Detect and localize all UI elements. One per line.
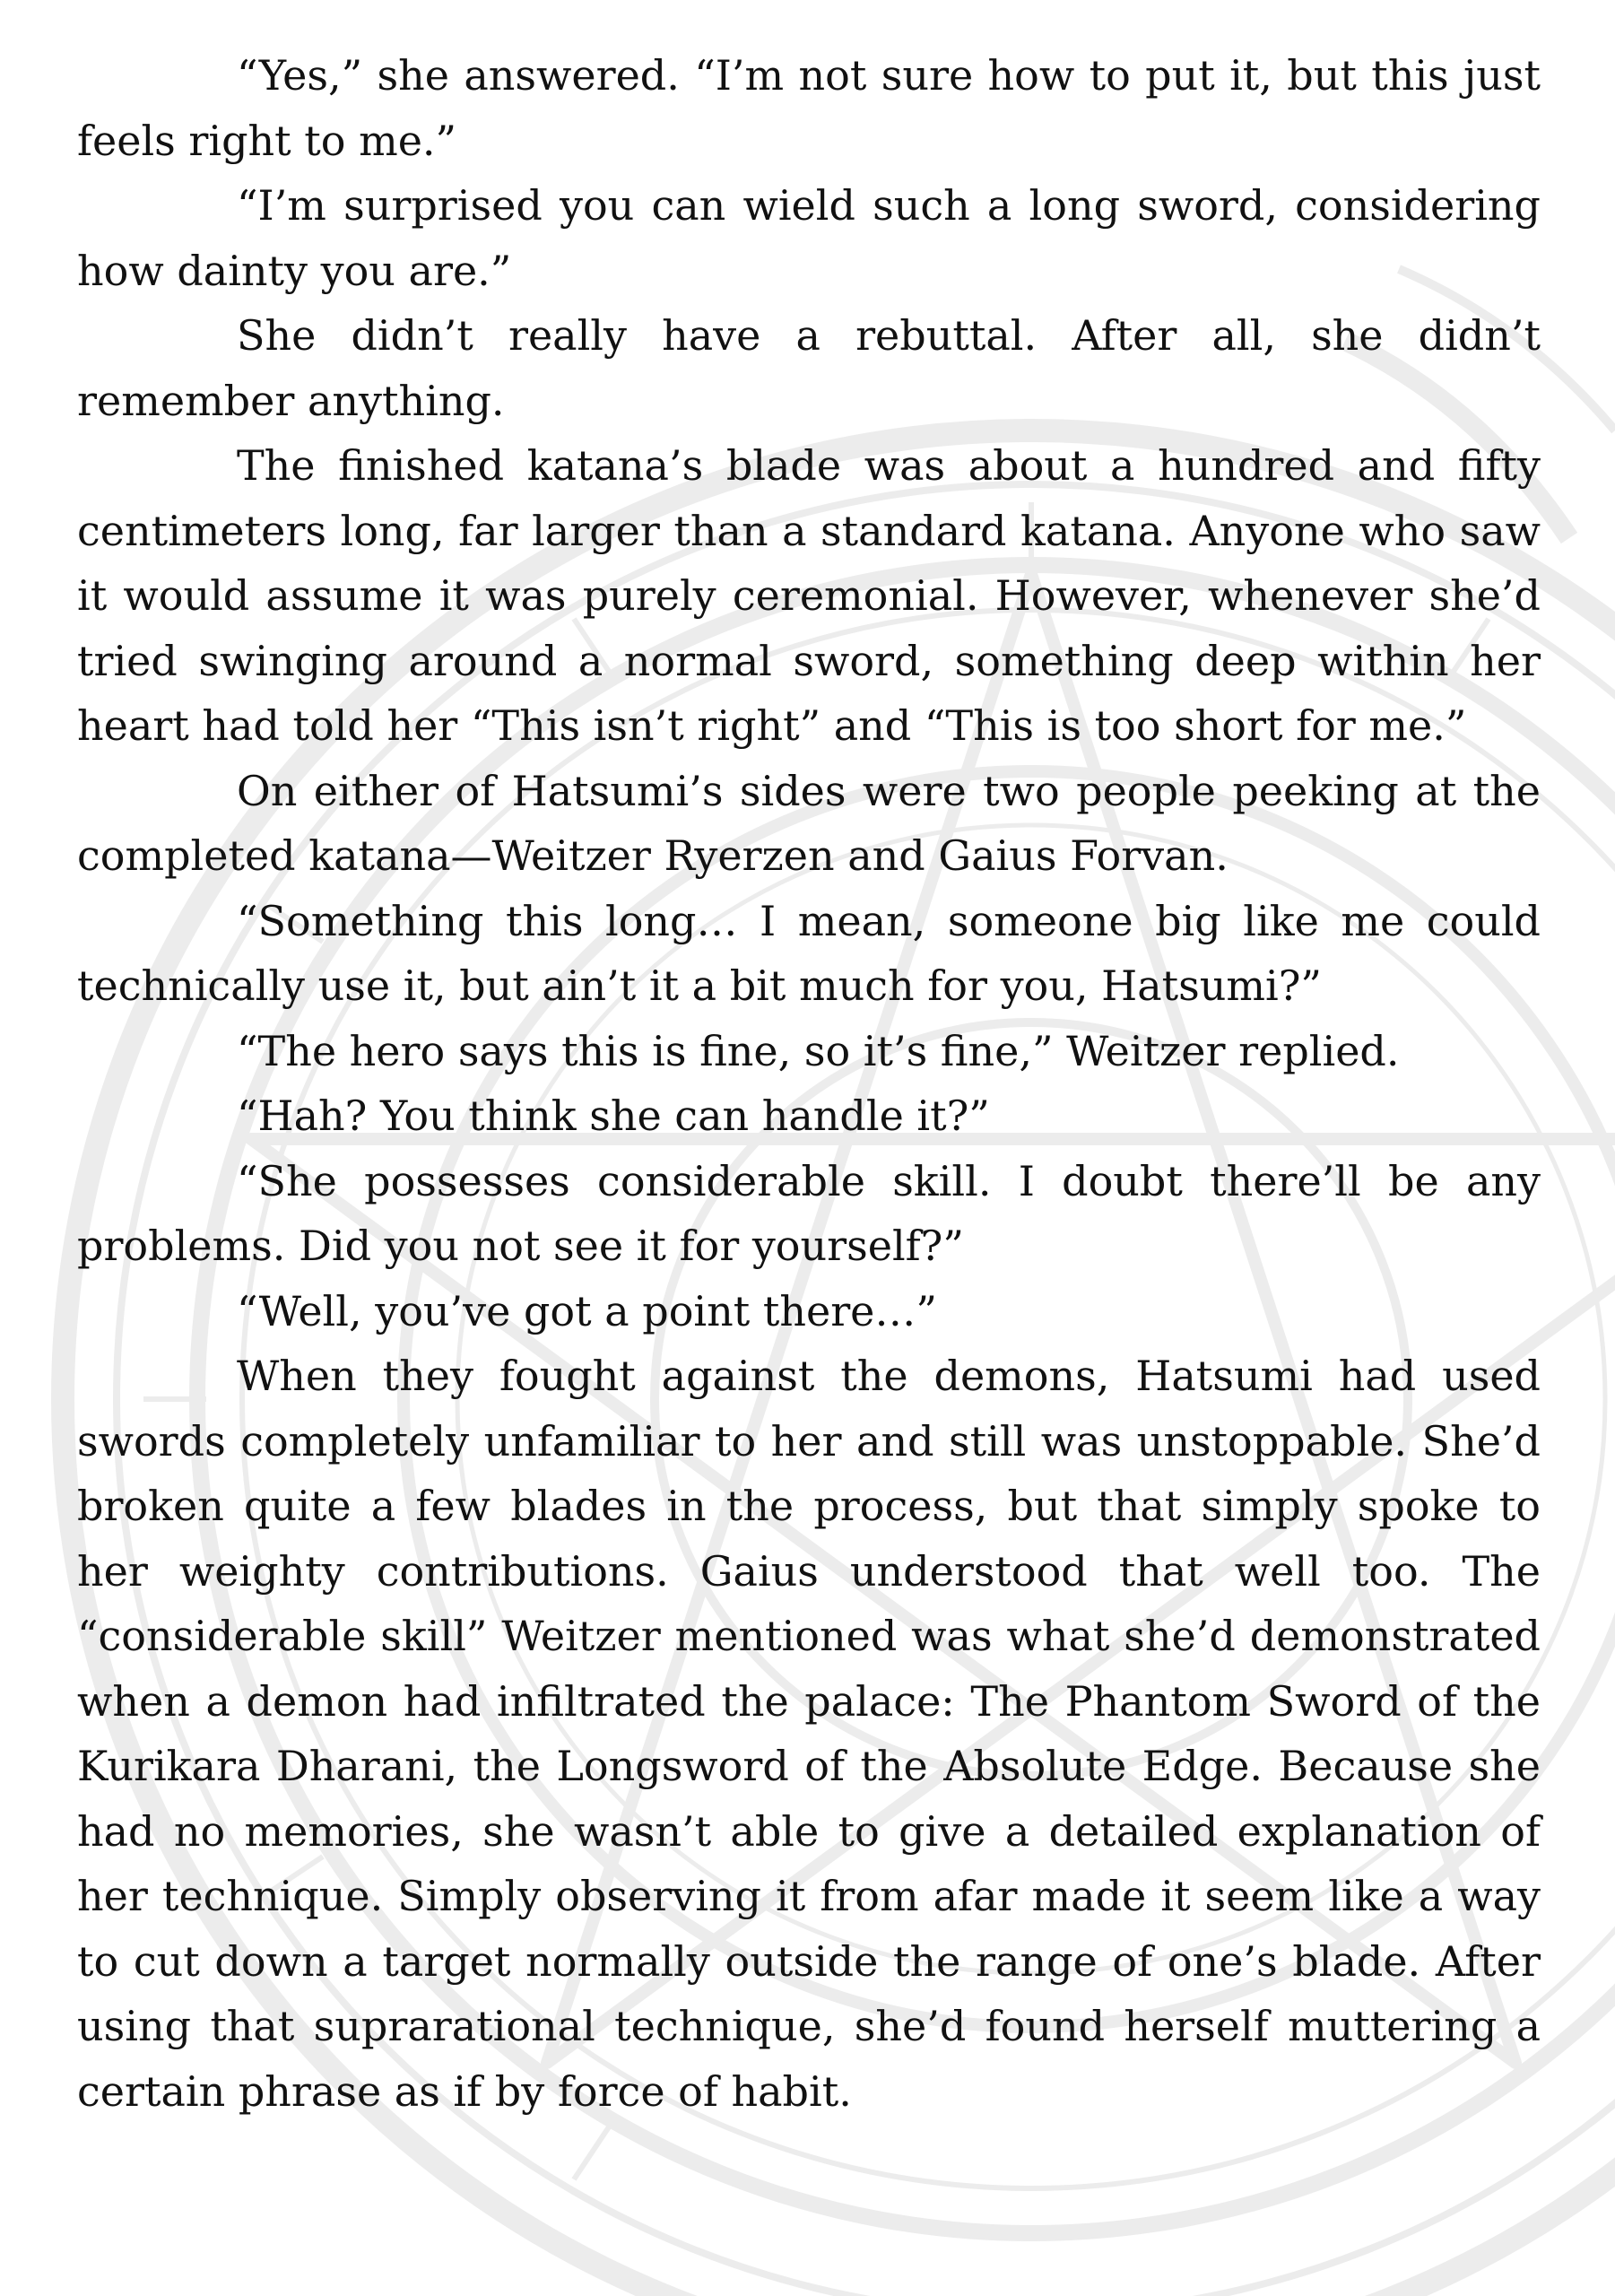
paragraph: “Hah? You think she can handle it?”: [237, 1091, 990, 1140]
paragraph: “Well, you’ve got a point there…”: [237, 1286, 937, 1335]
body-text: [77, 43, 1541, 2124]
paragraph: On either of Hatsumi’s sides were two people peeking at the completed katana—Weitzer Ryerzen and Gaius Forvan.: [77, 766, 1541, 880]
paragraph: She didn’t really have a rebuttal. After all, she didn’t remember anything.: [77, 311, 1541, 425]
paragraph: “The hero says this is fine, so it’s fine,” Weitzer replied.: [237, 1026, 1400, 1075]
paragraph: “Something this long… I mean, someone big like me could technically use it, but ain’t it a bit much for you, Hatsumi?”: [77, 896, 1541, 1010]
paragraph: “Yes,” she answered. “I’m not sure how to put it, but this just feels right to me.”: [77, 51, 1541, 165]
paragraph: “She possesses considerable skill. I doubt there’ll be any problems. Did you not see it for yourself?”: [77, 1156, 1541, 1270]
paragraph: When they fought against the demons, Hatsumi had used swords completely unfamiliar to her and still was unstoppable. She’d broken quite a few blades in the process, but that simply spoke to her weighty contributions. Gaius understood that well too. The “considerable skill” Weitzer mentioned was what she’d demonstrated when a demon had infiltrated the palace: The Phantom Sword of the Kurikara Dharani, the Longsword of the Absolute Edge. Because she had no memories, she wasn’t able to give a detailed explanation of her technique. Simply observing it from afar made it seem like a way to cut down a target normally outside the range of one’s blade. After using that suprarational technique, she’d found herself muttering a certain phrase as if by force of habit.: [77, 1352, 1541, 2116]
paragraph: The finished katana’s blade was about a hundred and fifty centimeters long, far larger than a standard katana. Anyone who saw it would assume it was purely ceremonial. However, whenever she’d tried swinging around a normal sword, something deep within her heart had told her “This isn’t right” and “This is too short for me.”: [77, 441, 1541, 750]
paragraph: “I’m surprised you can wield such a long sword, considering how dainty you are.”: [77, 181, 1541, 295]
